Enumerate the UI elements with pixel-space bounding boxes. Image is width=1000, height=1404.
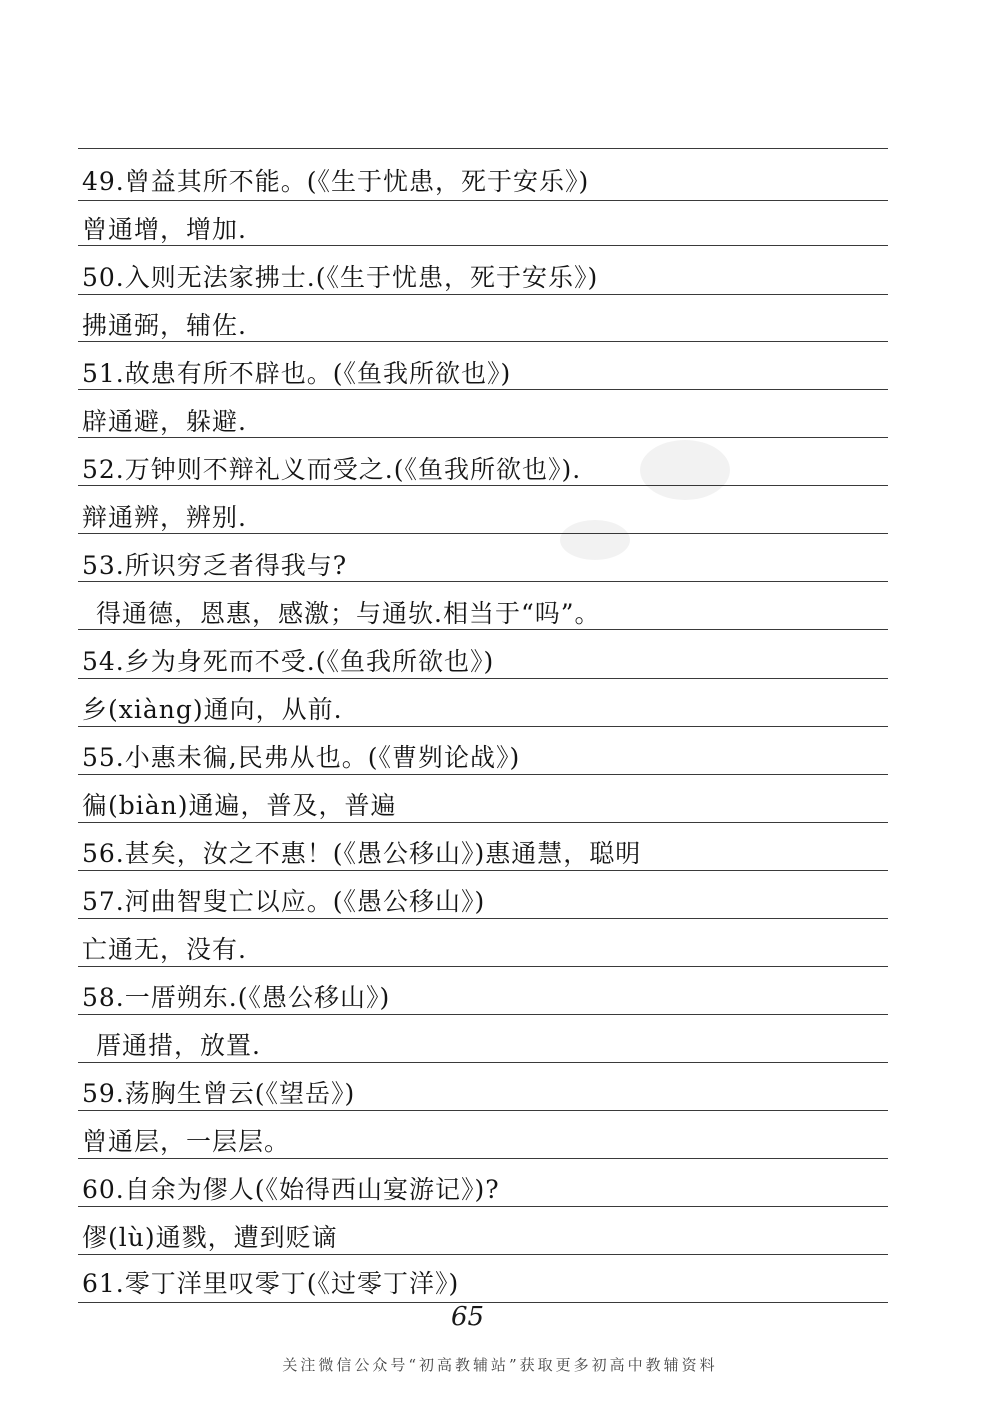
ruled-line: [78, 148, 888, 149]
note-gloss-52: 辩通辨，辨别.: [82, 503, 247, 532]
note-line-61: 61.零丁洋里叹零丁(《过零丁洋》): [82, 1269, 460, 1298]
note-line-58: 58.一厝朔东.(《愚公移山》): [82, 983, 391, 1012]
ruled-line: [78, 918, 888, 919]
note-line-55: 55.小惠未徧,民弗从也。(《曹刿论战》): [82, 743, 521, 772]
note-line-50: 50.入则无法家拂士.(《生于忧患，死于安乐》): [82, 263, 599, 292]
ruled-line: [78, 1014, 888, 1015]
ruled-line: [78, 678, 888, 679]
ruled-line: [78, 200, 888, 201]
scan-smudge: [560, 520, 630, 560]
note-line-54: 54.乡为身死而不受.(《鱼我所欲也》): [82, 647, 495, 676]
ruled-line: [78, 774, 888, 775]
note-gloss-53: 得通德，恩惠，感激；与通欤.相当于“吗”。: [96, 599, 601, 628]
scan-smudge: [640, 440, 730, 500]
note-line-57: 57.河曲智叟亡以应。(《愚公移山》): [82, 887, 486, 916]
note-gloss-54: 乡(xiàng)通向，从前.: [82, 695, 343, 724]
note-line-56: 56.甚矣，汝之不惠！(《愚公移山》)惠通慧，聪明: [82, 839, 642, 868]
note-gloss-58: 厝通措，放置.: [96, 1031, 261, 1060]
footer-note: 关注微信公众号“初高教辅站”获取更多初高中教辅资料: [282, 1356, 718, 1374]
note-gloss-60: 僇(lù)通戮，遭到贬谪: [82, 1223, 338, 1252]
note-line-60: 60.自余为僇人(《始得西山宴游记》)?: [82, 1175, 500, 1204]
note-gloss-50: 拂通弼，辅佐.: [82, 311, 247, 340]
note-gloss-51: 辟通避，躲避.: [82, 407, 247, 436]
ruled-line: [78, 1254, 888, 1255]
ruled-line: [78, 294, 888, 295]
ruled-line: [78, 1062, 888, 1063]
note-line-53: 53.所识穷乏者得我与?: [82, 551, 348, 580]
note-line-59: 59.荡胸生曾云(《望岳》): [82, 1079, 356, 1108]
note-line-49: 49.曾益其所不能。(《生于忧患，死于安乐》): [82, 167, 590, 196]
note-line-51: 51.故患有所不辟也。(《鱼我所欲也》): [82, 359, 512, 388]
ruled-line: [78, 966, 888, 967]
page-number: 65: [451, 1302, 485, 1332]
ruled-line: [78, 870, 888, 871]
note-gloss-49: 曾通增，增加.: [82, 215, 247, 244]
note-gloss-59: 曾通层，一层层。: [82, 1127, 291, 1156]
ruled-line: [78, 726, 888, 727]
ruled-line: [78, 822, 888, 823]
ruled-line: [78, 1158, 888, 1159]
note-line-52: 52.万钟则不辩礼义而受之.(《鱼我所欲也》).: [82, 455, 582, 484]
ruled-line: [78, 1110, 888, 1111]
ruled-line: [78, 1206, 888, 1207]
note-gloss-55: 徧(biàn)通遍，普及，普遍: [82, 791, 397, 820]
note-gloss-57: 亡通无，没有.: [82, 935, 247, 964]
